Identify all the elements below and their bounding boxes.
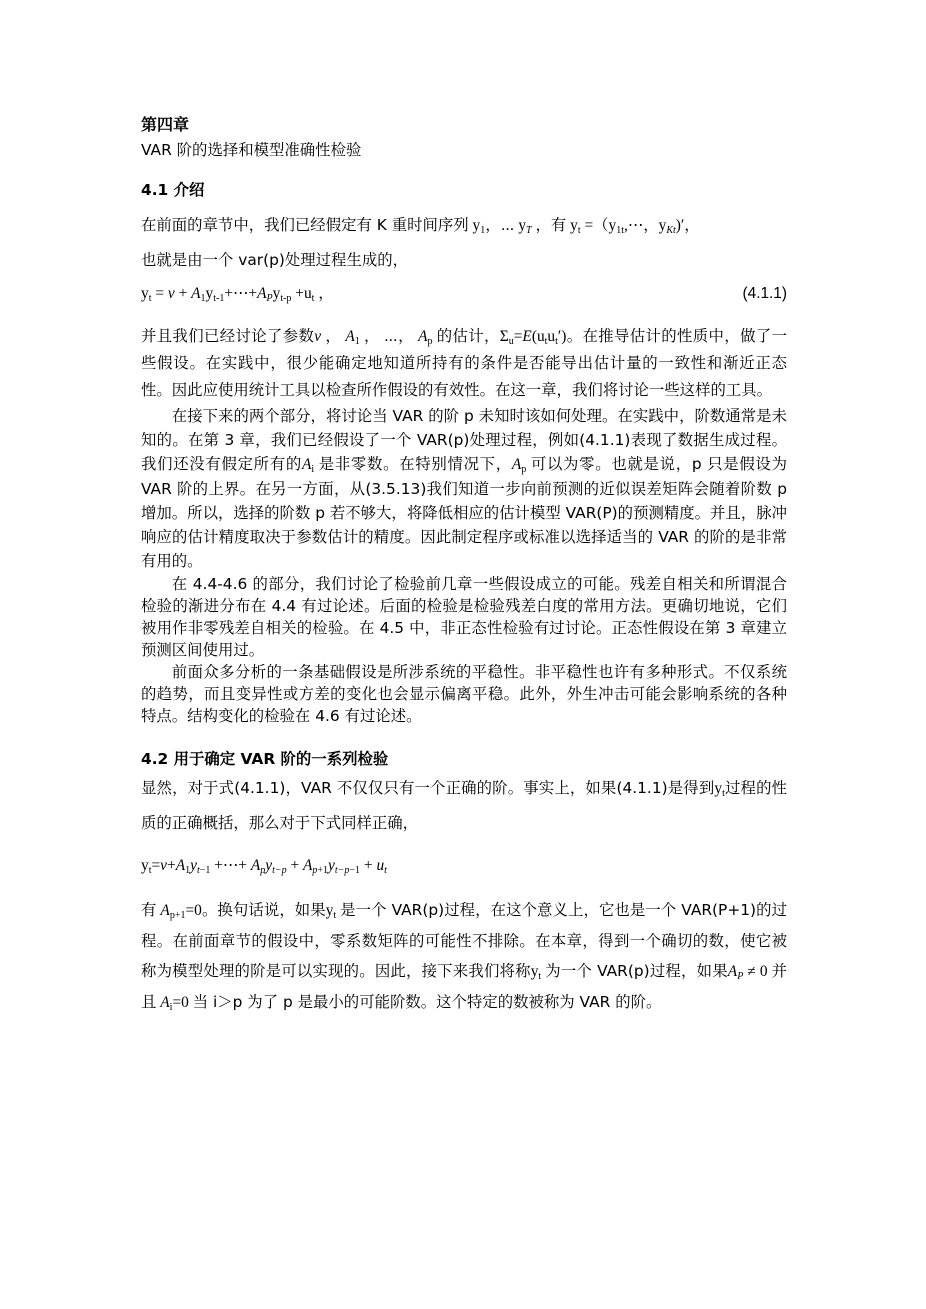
text-segment: 有 [141, 901, 157, 919]
math-series: $y_1$，⋯ $y_T$ [468, 217, 532, 236]
paragraph-tests: 在 4.4-4.6 的部分，我们讨论了检验前几章一些假设成立的可能。残差自相关和所谓混合检验的渐进分布在 4.4 有过论述。后面的检验是检验残差白度的常用方法。更确切地说，它们被用作非零残差自相关的检验。在 4.5 中，非正态性检验有过讨论。正态性假设在第 3 章建立预测区间使用过。 [141, 575, 787, 659]
math-yt: $y_t$ [325, 902, 337, 921]
math-sigma: $\Sigma_u=E(u_tu_t')$ [499, 328, 567, 347]
math-ap-nonzero: $A_P \ne 0$ [727, 963, 772, 982]
text-segment: 显然，对于式(4.1.1)，VAR 不仅仅只有一个正确的阶。事实上，如果(4.1.1)是得到 [141, 779, 715, 797]
math-params: ν ， $A_1$ ， ⋯， $A_p$ [314, 328, 433, 347]
math-ap1: $A_{p+1}=0$ [160, 902, 202, 921]
chapter-subtitle: VAR 阶的选择和模型准确性检验 [141, 141, 362, 159]
text-segment: 是非零数。在特别情况下， [318, 455, 512, 473]
text-segment: 过程的性质的正确概括，那么对于下式同样正确， [141, 779, 787, 832]
math-ap: $A_p$ [511, 456, 527, 475]
math-yt-def: $y_t$ $=(y_{1t},\cdots$，$y_{Kt})'$ [566, 217, 685, 236]
paragraph-stationarity: 前面众多分析的一条基础假设是所涉系统的平稳性。非平稳性也许有多种形式。不仅系统的趋势，而且变异性或方差的变化也会显示偏离平稳。此外，外生冲击可能会影响系统的各种特点。结构变化的检验在 4.6 有过论述。 [141, 663, 787, 725]
equation-number: (4.1.1) [742, 285, 787, 302]
math-ai-zero: $A_i=0$ [160, 994, 193, 1013]
text-segment: 是一个 VAR(p)过程，在这个意义上，它也是一个 VAR(P+1)的过程。在前面章节的假设中，零系数矩阵的可能性不排除。在本章，得到一个确切的数，使它被称为模型处理的阶是可以实现的。因此，接下来我们将称 [141, 901, 787, 980]
text-segment: 在前面的章节中，我们已经假定有 K 重时间序列 [141, 216, 469, 234]
paragraph-intro [141, 208, 787, 243]
paragraph-var-definition [141, 895, 787, 1018]
paragraph-var-order [141, 771, 787, 840]
paragraph-parameters [141, 323, 787, 404]
text-segment: 。换句话说，如果 [201, 901, 326, 919]
text-segment: ， [684, 216, 700, 234]
text-segment: 在接下来的两个部分，将讨论当 VAR 的阶 p 未知时该如何处理。在实践中，阶数通常是未知的。在第 3 章，我们已经假设了一个 VAR(p)处理过程，例如(4.1.1)表现了数据生成过程。我们还没有假定所有的 [141, 407, 787, 473]
equation-4-1-1 [141, 277, 787, 311]
math-yt: $y_t$ [714, 780, 725, 799]
equation-body: $y_t = \nu$ + $A_1y_{t-1}+\cdots+A_Py_{t-p} +u_t$ ， [141, 285, 334, 304]
section-heading-4-2: 4.2 用于确定 VAR 阶的一系列检验 [141, 750, 389, 768]
text-segment: ，有 [535, 216, 567, 234]
text-segment: 可以为零。也就是说，p 只是假设为 VAR 阶的上界。在另一方面，从(3.5.13)我们知道一步向前预测的近似误差矩阵会随着阶数 p 增加。所以，选择的阶数 p 若不够大，将降低相应的估计模型 VAR(P)的预测精度。并且，脉冲响应的估计精度取决于参数估计的精度。因此制定程序或标准以选择适当的 VAR 的阶的是非常有用的。 [141, 455, 787, 570]
equation-body: $y_t=\nu+A_1y_{t-1}$ +⋯+ $A_py_{t-p} + A_{p+1}y_{t-p-1} + u_t$ [141, 857, 387, 876]
chapter-title: 第四章 [141, 115, 190, 134]
text-segment: 。在推导估计的性质中，做了一些假设。在实践中，很少能确定地知道所持有的条件是否能导出估计量的一致性和渐近正态性。因此应使用统计工具以检查所作假设的有效性。在这一章，我们将讨论一些这样的工具。 [141, 327, 787, 399]
paragraph-order-unknown [141, 404, 787, 573]
text-segment: 为一个 VAR(p)过程，如果 [545, 962, 728, 980]
text-segment: 的估计， [436, 327, 500, 345]
paragraph-intro-cont: 也就是由一个 var(p)处理过程生成的， [141, 251, 409, 269]
document-page [141, 112, 787, 1018]
math-yt: $y_t$ [530, 963, 542, 982]
math-ai: $A_i$ [301, 456, 315, 475]
text-segment: 当 i＞p 为了 p 是最小的可能阶数。这个特定的数被称为 VAR 的阶。 [192, 993, 662, 1011]
text-segment: 并且我们已经讨论了参数 [141, 327, 315, 345]
equation-extended [141, 848, 787, 883]
text-segment: 并且 [141, 962, 787, 1011]
section-heading-4-1: 4.1 介绍 [141, 181, 205, 199]
